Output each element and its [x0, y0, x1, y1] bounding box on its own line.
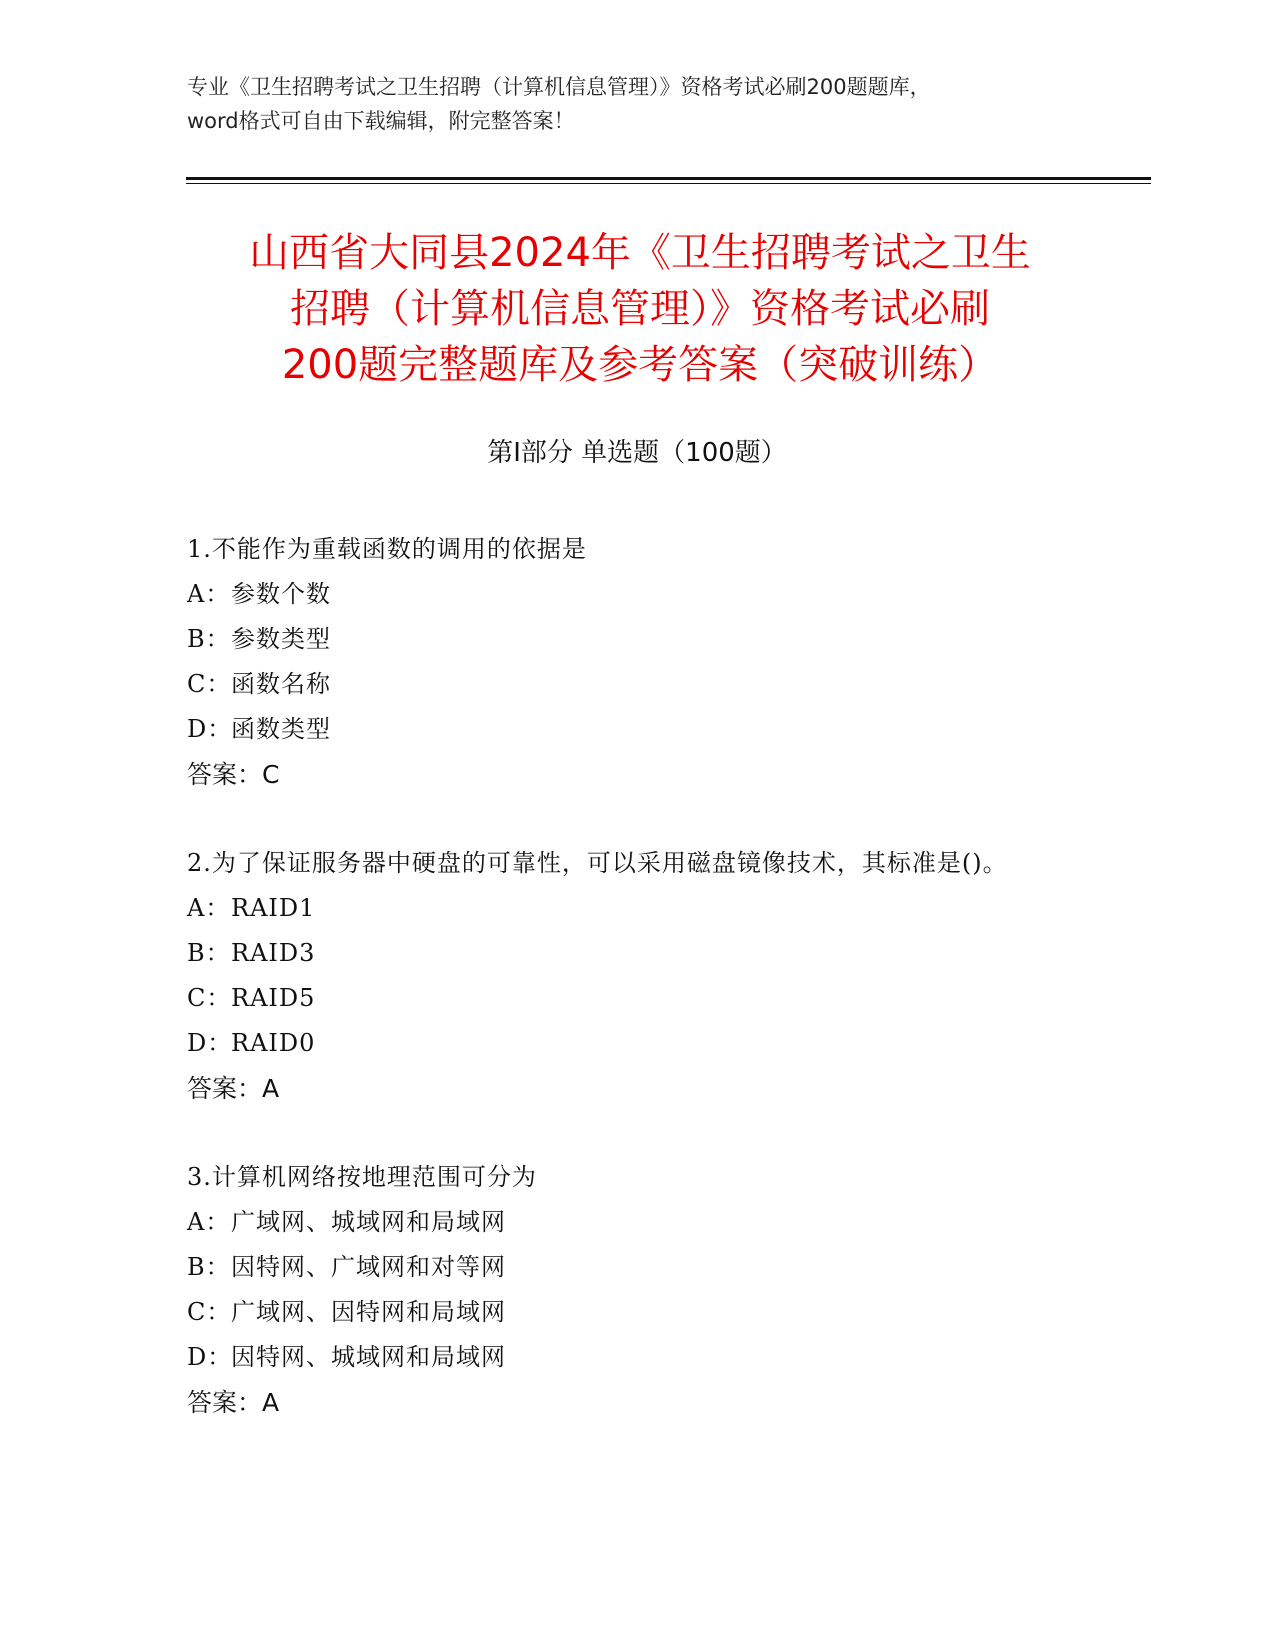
question-1 — [187, 527, 1087, 797]
question-list — [187, 527, 1087, 1469]
option-c — [187, 1290, 1087, 1335]
option-a — [187, 886, 1087, 931]
option-letter: B： — [187, 939, 231, 967]
option-d — [187, 707, 1087, 752]
option-c — [187, 662, 1087, 707]
header-divider-thick — [186, 177, 1151, 180]
option-text: 因特网、城域网和局域网 — [231, 1343, 506, 1371]
question-text: 2.为了保证服务器中硬盘的可靠性，可以采用磁盘镜像技术，其标准是()。 — [187, 849, 1008, 877]
option-a — [187, 572, 1087, 617]
option-text: RAID0 — [231, 1029, 316, 1057]
option-text: RAID5 — [231, 984, 316, 1012]
section-title: 第I部分 单选题（100题） — [487, 438, 787, 468]
option-letter: A： — [187, 894, 231, 922]
option-b — [187, 1245, 1087, 1290]
option-text: RAID3 — [231, 939, 316, 967]
option-letter: B： — [187, 1253, 231, 1281]
question-text: 1.不能作为重载函数的调用的依据是 — [187, 535, 587, 563]
question-2 — [187, 841, 1087, 1111]
option-text: 广域网、因特网和局域网 — [231, 1298, 506, 1326]
option-text: 因特网、广域网和对等网 — [231, 1253, 506, 1281]
title-line-2: 招聘（计算机信息管理）》资格考试必刷 — [290, 286, 990, 332]
question-3 — [187, 1155, 1087, 1425]
answer-text: 答案：A — [187, 1388, 280, 1417]
option-d — [187, 1021, 1087, 1066]
option-text: 广域网、城域网和局域网 — [231, 1208, 506, 1236]
header-divider-thin — [186, 183, 1151, 184]
option-letter: D： — [187, 1029, 233, 1057]
option-text: RAID1 — [231, 894, 316, 922]
title-line-3: 200题完整题库及参考答案（突破训练） — [281, 342, 999, 388]
header-line-1: 专业《卫生招聘考试之卫生招聘（计算机信息管理）》资格考试必刷200题题库， — [187, 75, 931, 99]
option-letter: D： — [187, 1343, 233, 1371]
header-line-2: word格式可自由下载编辑，附完整答案！ — [187, 109, 575, 133]
option-c — [187, 976, 1087, 1021]
question-text: 3.计算机网络按地理范围可分为 — [187, 1163, 537, 1191]
document-title — [150, 225, 1130, 393]
option-letter: B： — [187, 625, 231, 653]
option-text: 函数名称 — [231, 670, 331, 698]
title-line-1: 山西省大同县2024年《卫生招聘考试之卫生 — [249, 230, 1031, 276]
option-b — [187, 617, 1087, 662]
answer-text: 答案：A — [187, 1074, 280, 1103]
option-letter: C： — [187, 670, 232, 698]
option-text: 参数类型 — [231, 625, 331, 653]
option-a — [187, 1200, 1087, 1245]
answer-text: 答案：C — [187, 760, 280, 789]
option-letter: C： — [187, 984, 232, 1012]
page-header — [187, 70, 1087, 138]
option-text: 参数个数 — [231, 580, 331, 608]
option-letter: A： — [187, 580, 231, 608]
option-letter: A： — [187, 1208, 231, 1236]
option-b — [187, 931, 1087, 976]
option-letter: D： — [187, 715, 233, 743]
option-text: 函数类型 — [231, 715, 331, 743]
option-d — [187, 1335, 1087, 1380]
option-letter: C： — [187, 1298, 232, 1326]
